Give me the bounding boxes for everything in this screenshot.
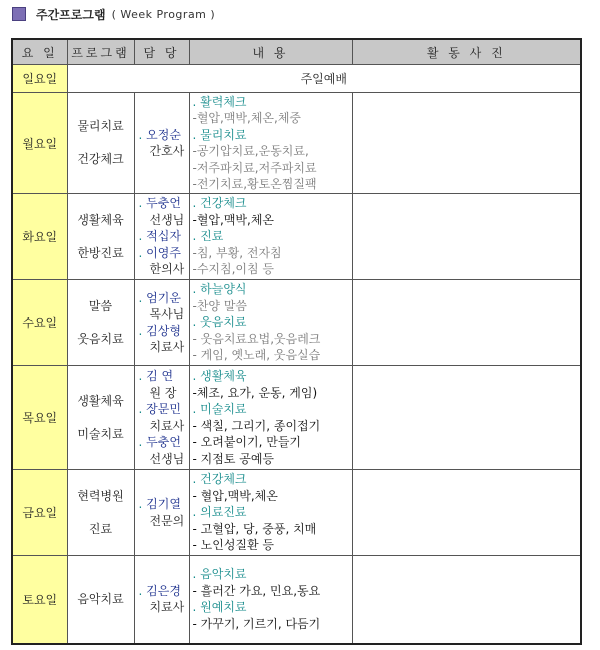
table-row [12, 366, 581, 470]
page-title-row [12, 4, 215, 24]
content-detail: - 웃음치료요법,웃음레크 [192, 331, 321, 346]
content-heading: . 진료 [193, 228, 352, 245]
staff-cell [134, 556, 189, 644]
staff-name: . 김기열 [139, 497, 181, 511]
table-row-sunday [12, 65, 581, 93]
content-detail: -전기치료,황토온찜질팩 [192, 177, 317, 191]
content-cell [189, 194, 352, 280]
staff-role: 전문의 [149, 513, 185, 528]
content-detail: -체조, 요가, 운동, 게임) [192, 385, 318, 400]
staff-role: 목사님 [149, 307, 185, 321]
content-detail: -저주파치료,저주파치료 [192, 160, 317, 175]
content-heading: . 음악치료 [193, 566, 352, 583]
sunday-activity: 주일예배 [67, 65, 581, 93]
program-cell [67, 366, 134, 470]
staff-name: . 엄기운 [139, 291, 181, 305]
content-heading: . 건강체크 [193, 195, 352, 212]
program-name: 생활체육 [77, 212, 124, 227]
program-name: 말씀 [88, 298, 113, 313]
content-detail: - 색칠, 그리기, 종이접기 [192, 418, 321, 433]
staff-name: . 김은경 [139, 584, 181, 598]
staff-role: 선생님 [149, 451, 185, 466]
staff-name: . 김상형 [139, 324, 181, 338]
day-cell: 금요일 [12, 470, 67, 556]
content-detail: -혈압,맥박,체온 [192, 212, 275, 227]
content-heading: . 생활체육 [193, 368, 352, 385]
activity-photo-cell [352, 93, 581, 194]
program-cell [67, 556, 134, 644]
staff-name: . 적십자 [139, 229, 181, 243]
content-detail: -침, 부황, 전자침 [192, 245, 282, 260]
staff-cell [134, 280, 189, 366]
content-heading: . 하늘양식 [193, 281, 352, 298]
content-heading: . 물리치료 [193, 127, 352, 144]
content-detail: - 오려붙이기, 만들기 [192, 435, 302, 449]
content-detail: - 가꾸기, 기르기, 다듬기 [192, 616, 321, 631]
table-row [12, 280, 581, 366]
content-detail: - 혈압,맥박,체온 [192, 488, 278, 503]
staff-role: 간호사 [149, 144, 185, 158]
staff-role: 선생님 [149, 212, 185, 227]
staff-role: 치료사 [149, 418, 185, 433]
content-cell [189, 470, 352, 556]
table-row [12, 470, 581, 556]
activity-photo-cell [352, 470, 581, 556]
content-detail: - 지점토 공예등 [192, 451, 275, 466]
staff-cell [134, 93, 189, 194]
staff-name: . 김 연 [139, 369, 174, 383]
content-detail: -혈압,맥박,체온,체중 [192, 111, 302, 125]
day-cell: 일요일 [12, 65, 67, 93]
square-bullet-icon [12, 7, 26, 21]
content-cell [189, 93, 352, 194]
activity-photo-cell [352, 366, 581, 470]
content-heading: . 활력체크 [193, 94, 352, 111]
program-name: 음악치료 [77, 591, 124, 606]
header-content: 내 용 [189, 39, 352, 65]
content-detail: - 고혈압, 당, 중풍, 치매 [192, 521, 317, 536]
page-title: 주간프로그램 [36, 7, 106, 22]
content-heading: . 미술치료 [193, 401, 352, 418]
staff-role: 한의사 [149, 262, 185, 277]
program-cell [67, 280, 134, 366]
content-heading: . 건강체크 [193, 471, 352, 488]
program-name: 현력병원 [77, 488, 124, 503]
content-detail: -수지침,이침 등 [192, 262, 275, 277]
program-name: 물리치료 [77, 119, 124, 133]
activity-photo-cell [352, 280, 581, 366]
table-row [12, 556, 581, 644]
header-program: 프로그램 [67, 39, 134, 65]
activity-photo-cell [352, 556, 581, 644]
content-heading: . 의료진료 [193, 504, 352, 521]
staff-name: . 이영주 [139, 246, 181, 260]
day-cell: 월요일 [12, 93, 67, 194]
content-heading: . 웃음치료 [193, 314, 352, 331]
staff-name: . 두충언 [139, 435, 181, 449]
page-subtitle: ( Week Program ) [111, 7, 216, 21]
activity-photo-cell [352, 194, 581, 280]
content-detail: -찬양 말씀 [192, 298, 248, 313]
staff-name: . 오정순 [139, 128, 181, 142]
staff-cell [134, 470, 189, 556]
header-photo: 활 동 사 진 [352, 39, 581, 65]
staff-role: 원 장 [149, 385, 177, 400]
content-detail: - 게임, 옛노래, 웃음실습 [192, 348, 321, 363]
program-cell [67, 194, 134, 280]
day-cell: 화요일 [12, 194, 67, 280]
program-cell [67, 93, 134, 194]
staff-name: . 장문민 [139, 402, 181, 416]
program-name: 진료 [88, 521, 113, 536]
day-cell: 수요일 [12, 280, 67, 366]
staff-name: . 두충언 [139, 196, 181, 210]
content-detail: - 흘러간 가요, 민요,동요 [192, 583, 321, 598]
table-row [12, 194, 581, 280]
program-name: 건강체크 [77, 152, 124, 166]
staff-cell [134, 366, 189, 470]
staff-role: 치료사 [149, 600, 185, 615]
header-day: 요 일 [12, 39, 67, 65]
program-name: 한방진료 [77, 245, 124, 260]
program-cell [67, 470, 134, 556]
day-cell: 목요일 [12, 366, 67, 470]
header-staff: 담 당 [134, 39, 189, 65]
table-header-row [12, 39, 581, 65]
content-cell [189, 366, 352, 470]
program-name: 생활체육 [77, 393, 124, 408]
staff-role: 치료사 [149, 340, 185, 354]
week-program-table [11, 38, 582, 645]
content-detail: -공기압치료,운동치료, [192, 144, 309, 158]
content-cell [189, 280, 352, 366]
content-heading: . 원예치료 [193, 599, 352, 616]
program-name: 미술치료 [77, 426, 124, 441]
day-cell: 토요일 [12, 556, 67, 644]
content-detail: - 노인성질환 등 [192, 538, 275, 553]
staff-cell [134, 194, 189, 280]
content-cell [189, 556, 352, 644]
table-row [12, 93, 581, 194]
program-name: 웃음치료 [77, 331, 124, 346]
